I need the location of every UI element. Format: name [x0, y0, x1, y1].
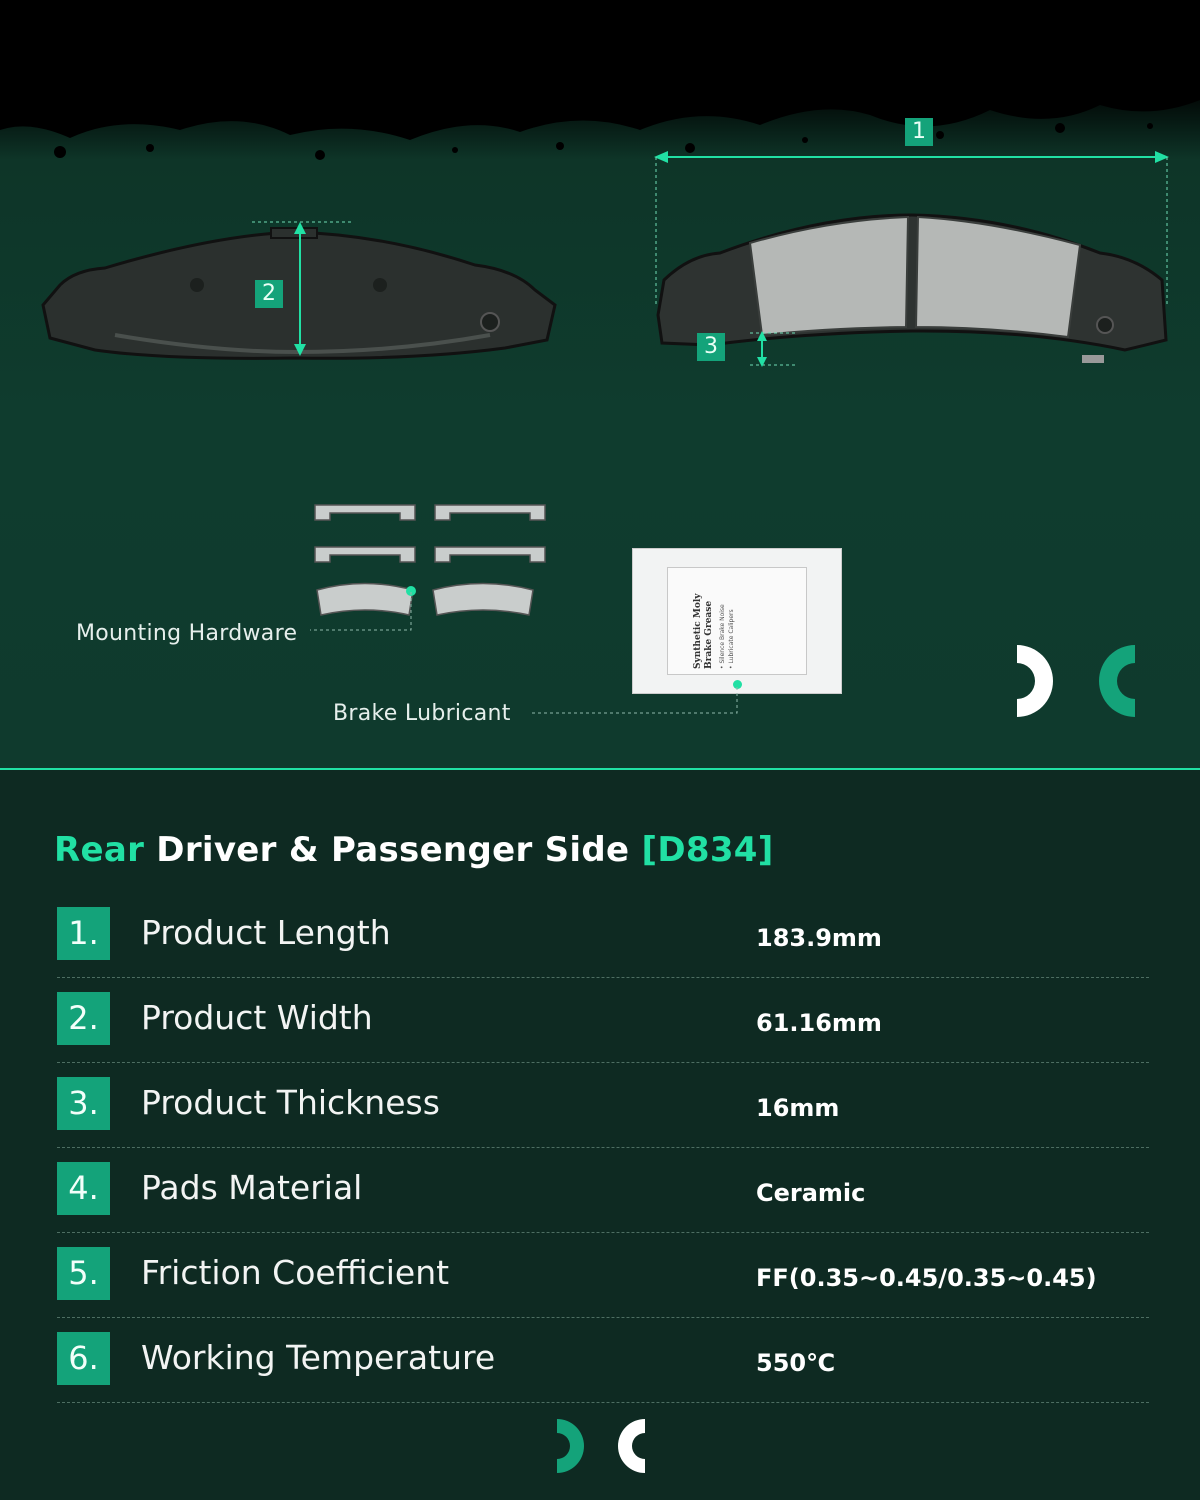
packet-title-line1: Synthetic Moly	[693, 593, 703, 669]
heading-side: Driver & Passenger Side	[144, 830, 642, 870]
row-number-badge: 2.	[57, 992, 110, 1045]
accent-divider	[0, 768, 1200, 770]
row-value: 550℃	[756, 1349, 836, 1377]
row-label: Pads Material	[141, 1168, 363, 1207]
row-number-badge: 4.	[57, 1162, 110, 1215]
brake-pad-back-view	[35, 210, 565, 370]
row-number-badge: 5.	[57, 1247, 110, 1300]
packet-line3: • Silence Brake Noise	[719, 604, 726, 669]
brake-lubricant-label: Brake Lubricant	[333, 701, 511, 726]
row-value: 61.16mm	[756, 1009, 882, 1037]
mounting-hardware-label: Mounting Hardware	[76, 621, 298, 646]
spec-heading	[54, 830, 774, 870]
hardware-leader-line	[300, 590, 420, 638]
callout-thickness: 3	[697, 333, 725, 361]
row-value: Ceramic	[756, 1179, 866, 1207]
spec-row	[57, 1063, 1149, 1148]
row-number-badge: 3.	[57, 1077, 110, 1130]
row-value: 16mm	[756, 1094, 840, 1122]
spec-row	[57, 893, 1149, 978]
heading-code: [D834]	[641, 830, 774, 870]
row-label: Working Temperature	[141, 1338, 496, 1377]
row-number-badge: 1.	[57, 907, 110, 960]
lubricant-leader-line	[525, 685, 745, 720]
packet-line4: • Lubricate Calipers	[728, 609, 735, 669]
brake-pad-front-view	[650, 145, 1180, 375]
heading-position: Rear	[54, 830, 145, 870]
spec-row	[57, 1233, 1149, 1318]
dc-logo-bottom-icon	[555, 1417, 647, 1475]
callout-length: 1	[905, 118, 933, 146]
spec-row	[57, 978, 1149, 1063]
row-label: Friction Coefficient	[141, 1253, 450, 1292]
spec-row	[57, 1318, 1149, 1403]
row-number-badge: 6.	[57, 1332, 110, 1385]
callout-width: 2	[255, 280, 283, 308]
row-value: 183.9mm	[756, 924, 882, 952]
brake-lubricant-packet	[633, 549, 841, 693]
spec-section	[0, 775, 1200, 1500]
row-value: FF(0.35~0.45/0.35~0.45)	[756, 1264, 1097, 1292]
dc-logo-icon	[1015, 643, 1137, 719]
packet-title-line2: Brake Grease	[704, 600, 714, 669]
row-label: Product Thickness	[141, 1083, 440, 1122]
row-label: Product Width	[141, 998, 373, 1037]
spec-row	[57, 1148, 1149, 1233]
row-label: Product Length	[141, 913, 391, 952]
